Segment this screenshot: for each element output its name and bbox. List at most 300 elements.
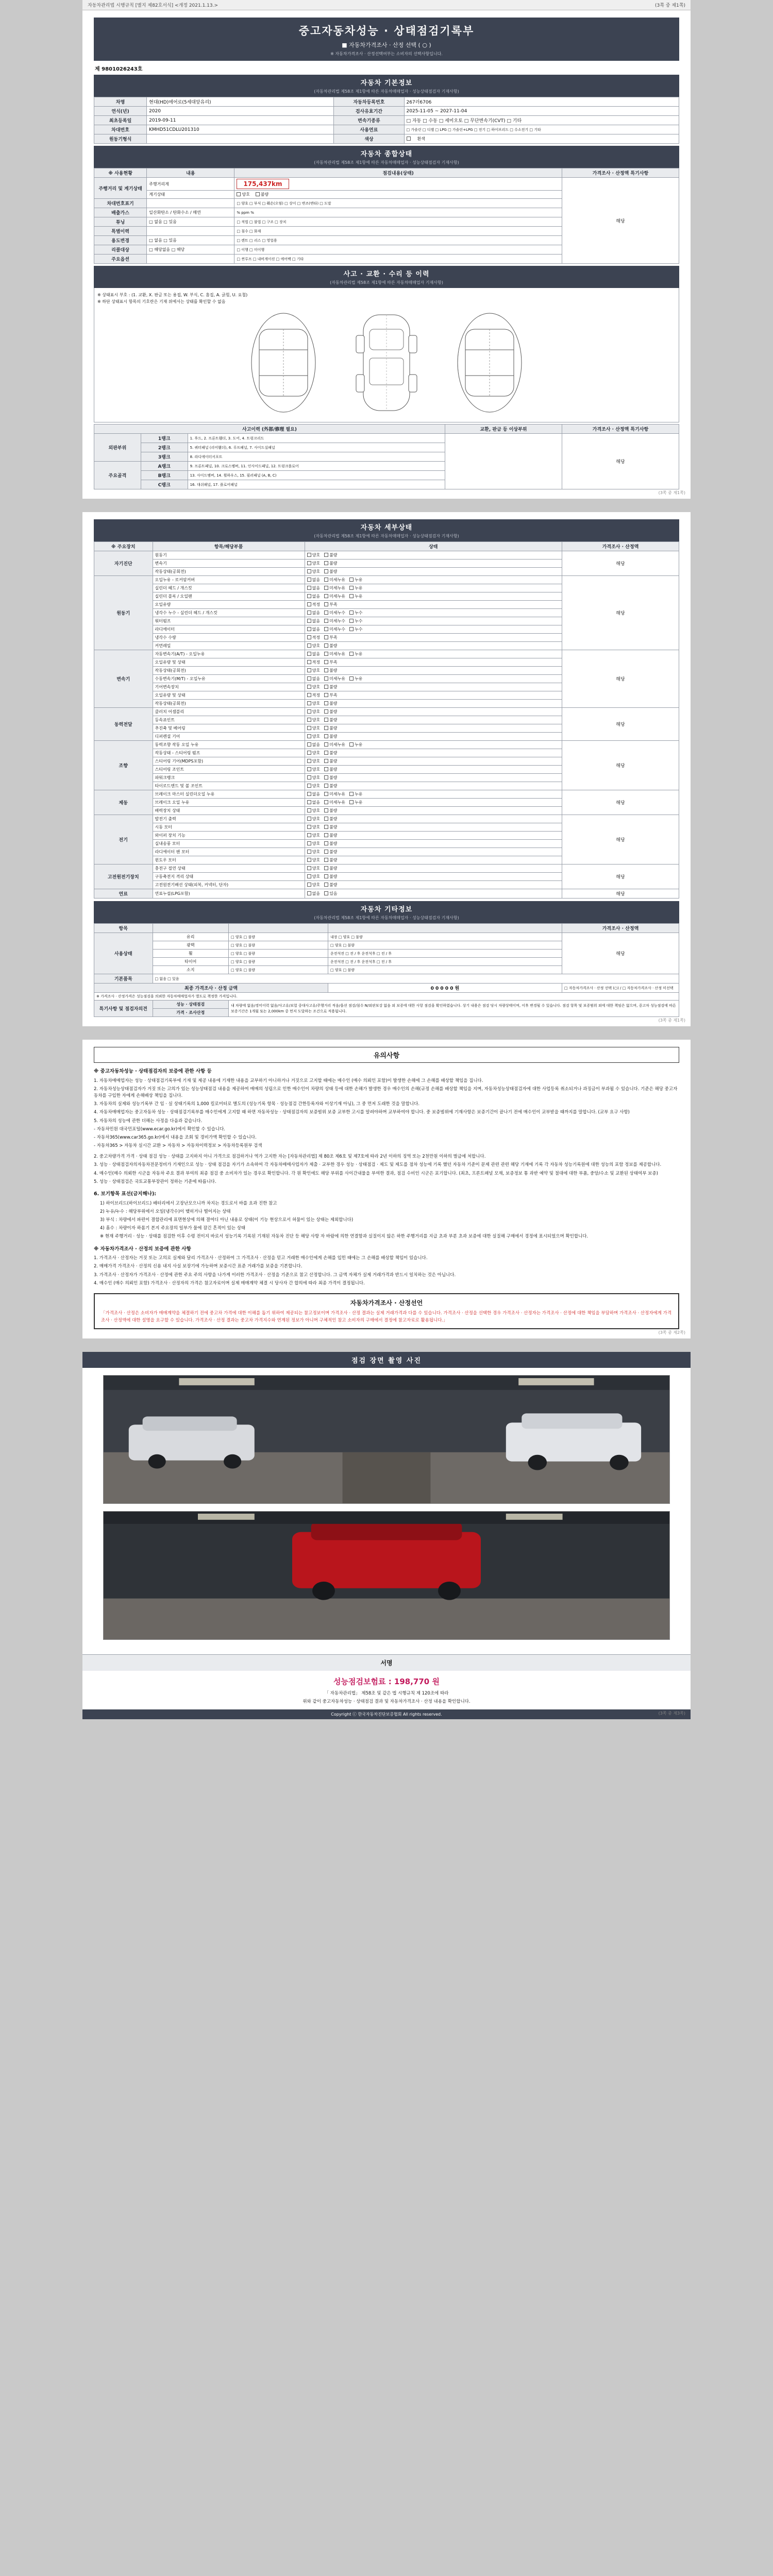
checkbox-option[interactable] <box>307 668 320 673</box>
checkbox-icon[interactable] <box>349 652 354 656</box>
checkbox-icon[interactable] <box>307 586 311 590</box>
checkbox-option[interactable] <box>307 882 320 888</box>
document-subtitle: ■ 자동차가격조사 · 산정 선택 ( ○ ) <box>342 42 431 48</box>
checkbox-icon[interactable] <box>307 742 311 747</box>
detail-group-note: 해당 <box>562 650 679 708</box>
checkbox-option[interactable] <box>324 767 337 772</box>
checkbox-option[interactable] <box>307 857 320 863</box>
detail-group-note: 해당 <box>562 551 679 576</box>
checkbox-icon[interactable] <box>324 578 328 582</box>
checkbox-option[interactable] <box>307 610 320 616</box>
checkbox-icon[interactable] <box>307 759 311 763</box>
checkbox-icon[interactable] <box>324 734 328 738</box>
checkbox-icon[interactable] <box>324 701 328 705</box>
checkbox-icon[interactable] <box>324 569 328 573</box>
other-row-misc-extra: □ 양호 □ 불량 <box>328 966 562 974</box>
checkbox-option[interactable] <box>307 561 320 566</box>
checkbox-label: 누유 <box>354 652 363 656</box>
checkbox-icon[interactable] <box>349 611 354 615</box>
checkbox-option[interactable] <box>307 734 320 739</box>
notice-sec1-head: ※ 중고자동차성능 · 상태점검자의 보증에 관한 사항 등 <box>94 1069 212 1074</box>
checkbox-icon[interactable] <box>324 775 328 779</box>
checkbox-label: 미세누유 <box>329 676 345 681</box>
checkbox-option[interactable] <box>307 816 320 822</box>
checkbox-option[interactable] <box>307 635 320 640</box>
detail-item-options <box>305 840 562 848</box>
row-label-mileage: 주행거리 및 계기상태 <box>94 178 147 199</box>
checkbox-icon[interactable] <box>324 627 328 631</box>
checkbox-icon[interactable] <box>307 660 311 664</box>
checkbox-option[interactable] <box>307 709 320 715</box>
checkbox-option[interactable] <box>324 668 337 673</box>
checkbox-label: 없음 <box>312 676 321 681</box>
other-row-polish-state: □ 양호 □ 불량 <box>229 941 328 950</box>
checkbox-option[interactable] <box>307 585 320 591</box>
gauge-opt-bad[interactable]: 불량 <box>256 192 268 197</box>
checkbox-icon[interactable] <box>307 866 311 870</box>
detail-group-note: 해당 <box>562 865 679 889</box>
detail-item-label: 작동상태(공회전) <box>153 700 305 708</box>
checkbox-option[interactable] <box>307 676 320 682</box>
notice-sec4-list <box>94 1255 679 1287</box>
checkbox-icon[interactable] <box>307 718 311 722</box>
checkbox-label: 부족 <box>329 602 338 607</box>
checkbox-icon[interactable] <box>324 850 328 854</box>
checkbox-option[interactable] <box>324 561 337 566</box>
checkbox-option[interactable] <box>307 684 320 690</box>
checkbox-option[interactable] <box>307 701 320 706</box>
checkbox-label: 적정 <box>312 660 321 665</box>
checkbox-icon[interactable] <box>307 858 311 862</box>
checkbox-option[interactable] <box>307 758 320 764</box>
checkbox-icon[interactable] <box>307 619 311 623</box>
detail-item-options <box>305 823 562 832</box>
label-transmission: 변속기종류 <box>334 116 404 125</box>
checkbox-label: 불량 <box>329 734 338 739</box>
checkbox-option[interactable] <box>307 783 320 789</box>
checkbox-icon[interactable] <box>324 668 328 672</box>
detail-item-label: 발전기 출력 <box>153 815 305 823</box>
page4-corner: (3쪽 중 제3쪽) <box>658 1711 685 1716</box>
checkbox-option[interactable] <box>324 800 345 805</box>
checkbox-option[interactable] <box>349 651 362 657</box>
label-color: 색상 <box>334 134 404 144</box>
checkbox-option[interactable] <box>307 651 320 657</box>
detail-row <box>94 815 679 823</box>
checkbox-icon[interactable] <box>324 643 328 648</box>
checkbox-option[interactable] <box>324 849 337 855</box>
color-opt-achromatic[interactable] <box>407 137 412 141</box>
checkbox-icon[interactable] <box>324 759 328 763</box>
checkbox-icon[interactable] <box>324 874 328 878</box>
checkbox-option[interactable] <box>324 816 337 822</box>
gauge-opt-good[interactable]: 양호 <box>237 192 249 197</box>
detail-item-label: 타이로드엔드 및 볼 조인트 <box>153 782 305 790</box>
detail-item-label: 스티어링 조인트 <box>153 766 305 774</box>
detail-item-options <box>305 625 562 634</box>
checkbox-label: 불량 <box>329 643 338 648</box>
detail-group-note: 해당 <box>562 741 679 790</box>
checkbox-label: 불량 <box>329 709 338 714</box>
checkbox-label: 불량 <box>329 784 338 788</box>
overall-col-3: 점검내용(상태) <box>234 168 562 178</box>
checkbox-icon[interactable] <box>307 874 311 878</box>
checkbox-icon[interactable] <box>307 676 311 681</box>
checkbox-icon[interactable] <box>324 709 328 714</box>
notice-paragraph: 2) 누유/누수 : 해당부위에서 오일(냉각수)이 맺히거나 떨어지는 상태 <box>100 1209 231 1214</box>
checkbox-icon[interactable] <box>324 751 328 755</box>
checkbox-option[interactable] <box>324 618 345 624</box>
checkbox-option[interactable] <box>349 594 362 599</box>
notice-sec3-head: 6. 보기항목 표선(금지해나): <box>94 1191 157 1197</box>
checkbox-option[interactable] <box>307 692 320 698</box>
checkbox-option[interactable] <box>307 643 320 649</box>
notice-paragraph: 5. 성능 · 상태점검은 국토교통부장관이 정하는 기준에 따릅니다. <box>94 1179 216 1184</box>
checkbox-icon[interactable] <box>324 660 328 664</box>
checkbox-option[interactable] <box>307 577 320 583</box>
checkbox-label: 누유 <box>354 742 363 747</box>
checkbox-option[interactable] <box>307 841 320 846</box>
detail-item-options <box>305 807 562 815</box>
detail-item-options <box>305 642 562 650</box>
checkbox-icon[interactable] <box>324 594 328 598</box>
checkbox-icon[interactable] <box>349 627 354 631</box>
checkbox-icon[interactable] <box>324 858 328 862</box>
checkbox-icon[interactable] <box>307 693 311 697</box>
checkbox-option[interactable] <box>349 610 362 616</box>
checkbox-option[interactable] <box>307 866 320 871</box>
checkbox-icon[interactable] <box>307 652 311 656</box>
checkbox-icon[interactable] <box>307 767 311 771</box>
special-options: □ 침수 □ 화재 <box>234 227 562 236</box>
notice-paragraph: 2. 자동차성능상태점검자가 거짓 또는 고의가 있는 성능상태점검 내용을 제공하여 매매의 성립으로 인한 매수인이 차량의 상태 등에 대한 손해가 발생한 경우 매수인의 손해(규정 손해를 배상할 책임을 지며, 자동차성능상태점검자에 대한 사업등록 취소되거나 과징금이 부과될 수 있습니다. 기준은 해당 중고자동차를 구입한 자에게 손해배상 책임을 집니다. <box>94 1086 678 1099</box>
detail-item-label: 실린더 헤드 / 개스킷 <box>153 584 305 592</box>
checkbox-option[interactable] <box>307 800 320 805</box>
checkbox-option[interactable] <box>324 866 337 871</box>
checkbox-icon[interactable] <box>307 668 311 672</box>
accident-subheader: (자동차관리법 제58조 제1항에 따른 자동차매매업자 기재사항) <box>94 280 679 288</box>
checkbox-label: 있음 <box>329 891 338 896</box>
usechange-options: □ 렌트 □ 리스 □ 영업용 <box>234 236 562 245</box>
value-engine-type <box>147 134 334 144</box>
checkbox-icon[interactable] <box>307 701 311 705</box>
checkbox-option[interactable] <box>324 602 337 607</box>
checkbox-label: 미세누유 <box>329 578 345 582</box>
detail-group-6: 전기 <box>94 815 153 865</box>
checkbox-icon[interactable] <box>324 611 328 615</box>
panel-damage-cell <box>445 434 562 489</box>
vin-options: □ 양호 □ 부식 □ 훼손(오염) □ 상이 □ 변조(변타) □ 도말 <box>234 199 562 208</box>
checkbox-icon[interactable] <box>307 817 311 821</box>
checkbox-option[interactable] <box>324 758 337 764</box>
price-value: 0 0 0 0 0 원 <box>328 984 562 993</box>
rank-3-parts: 8. 라디에이터서포트 <box>188 452 445 462</box>
checkbox-label: 없음 <box>312 792 321 796</box>
checkbox-icon[interactable] <box>324 742 328 747</box>
checkbox-icon[interactable] <box>307 850 311 854</box>
signature-label: 서명 <box>82 1654 691 1671</box>
gauge-options <box>234 191 562 199</box>
checkbox-option[interactable] <box>307 569 320 574</box>
checkbox-icon[interactable] <box>324 883 328 887</box>
checkbox-option[interactable] <box>324 717 337 723</box>
checkbox-option[interactable] <box>349 791 362 797</box>
checkbox-icon[interactable] <box>324 685 328 689</box>
checkbox-icon[interactable] <box>324 635 328 639</box>
checkbox-label: 누유 <box>354 594 363 599</box>
checkbox-icon[interactable] <box>349 792 354 796</box>
checkbox-option[interactable] <box>307 742 320 748</box>
checkbox-icon[interactable] <box>324 553 328 557</box>
checkbox-icon[interactable] <box>307 602 311 606</box>
checkbox-option[interactable] <box>324 585 345 591</box>
checkbox-icon[interactable] <box>324 718 328 722</box>
checkbox-option[interactable] <box>324 891 337 896</box>
page-1 <box>82 0 691 499</box>
detail-item-options <box>305 650 562 658</box>
detail-item-options <box>305 691 562 700</box>
checkbox-icon[interactable] <box>324 784 328 788</box>
checkbox-option[interactable] <box>324 635 337 640</box>
checkbox-icon[interactable] <box>307 594 311 598</box>
checkbox-label: 불량 <box>329 569 338 574</box>
checkbox-label: 불량 <box>329 817 338 821</box>
checkbox-option[interactable] <box>324 725 337 731</box>
checkbox-option[interactable] <box>324 783 337 789</box>
detail-row <box>94 889 679 899</box>
checkbox-icon[interactable] <box>349 676 354 681</box>
checkbox-icon[interactable] <box>349 578 354 582</box>
checkbox-option[interactable] <box>349 742 362 748</box>
checkbox-option[interactable] <box>324 643 337 649</box>
checkbox-icon[interactable] <box>324 693 328 697</box>
checkbox-option[interactable] <box>324 701 337 706</box>
value-year: 2020 <box>147 107 334 116</box>
checkbox-option[interactable] <box>324 857 337 863</box>
notice-paragraph: 2. 매매가격 가격조사 · 산정의 신용 내지 사실 보장기에 가능하며 보증시간 표준 거래가를 보증을 기본합니다. <box>94 1264 303 1269</box>
checkbox-icon[interactable] <box>324 676 328 681</box>
checkbox-option[interactable] <box>307 824 320 830</box>
checkbox-option[interactable] <box>349 800 362 805</box>
checkbox-icon[interactable] <box>307 800 311 804</box>
checkbox-option[interactable] <box>324 734 337 739</box>
checkbox-icon[interactable] <box>307 553 311 557</box>
checkbox-option[interactable] <box>324 841 337 846</box>
checkbox-icon[interactable] <box>324 841 328 845</box>
checkbox-icon[interactable] <box>349 594 354 598</box>
checkbox-option[interactable] <box>324 552 337 558</box>
checkbox-icon[interactable] <box>324 652 328 656</box>
detail-col-2: 항목/해당부품 <box>153 542 305 551</box>
pledge-box <box>94 1293 679 1329</box>
notice-paragraph: - 자동차365 > 자동차 실시간 교환 > 자동차 > 자동차이력정보 > 자동차등록원부 검색 <box>94 1143 262 1149</box>
checkbox-icon[interactable] <box>307 825 311 829</box>
checkbox-option[interactable] <box>307 767 320 772</box>
checkbox-option[interactable] <box>307 833 320 838</box>
checkbox-label: 미세누유 <box>329 586 345 590</box>
checkbox-icon[interactable] <box>307 709 311 714</box>
checkbox-icon[interactable] <box>324 767 328 771</box>
checkbox-option[interactable] <box>307 594 320 599</box>
detail-item-options <box>305 551 562 560</box>
checkbox-icon[interactable] <box>349 619 354 623</box>
checkbox-option[interactable] <box>307 775 320 781</box>
checkbox-icon[interactable] <box>324 619 328 623</box>
checkbox-option[interactable] <box>324 610 345 616</box>
checkbox-label: 미세누수 <box>329 619 345 623</box>
checkbox-icon[interactable] <box>307 578 311 582</box>
checkbox-option[interactable] <box>349 676 362 682</box>
checkbox-label: 없음 <box>312 578 321 582</box>
detail-group-5: 제동 <box>94 790 153 815</box>
checkbox-option[interactable] <box>307 626 320 632</box>
checkbox-option[interactable] <box>307 808 320 814</box>
checkbox-option[interactable] <box>324 833 337 838</box>
checkbox-option[interactable] <box>349 618 362 624</box>
checkbox-option[interactable] <box>324 750 337 756</box>
checkbox-label: 누유 <box>354 676 363 681</box>
checkbox-icon[interactable] <box>307 643 311 648</box>
detail-group-note: 해당 <box>562 889 679 899</box>
other-col-1: 항목 <box>94 924 153 933</box>
checkbox-option[interactable] <box>307 659 320 665</box>
other-side-label: 사용상태 <box>94 933 153 974</box>
checkbox-option[interactable] <box>324 692 337 698</box>
checkbox-option[interactable] <box>324 659 337 665</box>
checkbox-icon[interactable] <box>307 726 311 730</box>
checkbox-option[interactable] <box>324 577 345 583</box>
checkbox-icon[interactable] <box>349 800 354 804</box>
checkbox-option[interactable] <box>324 684 337 690</box>
detail-item-label: 파워크랭크 <box>153 774 305 782</box>
row-sub-usechange: □ 없음 □ 있음 <box>147 236 234 245</box>
checkbox-option[interactable] <box>324 791 345 797</box>
checkbox-icon[interactable] <box>307 792 311 796</box>
checkbox-icon[interactable] <box>349 742 354 747</box>
checkbox-icon[interactable] <box>307 561 311 565</box>
checkbox-icon[interactable] <box>324 586 328 590</box>
price-note: ※ 가격조사 · 산정가격은 성능점검을 의뢰한 자동차매매업자가 별도로 책정한 가격입니다. <box>94 993 679 1001</box>
label-first-reg: 최초등록일 <box>94 116 147 125</box>
checkbox-option[interactable] <box>307 725 320 731</box>
detail-item-options <box>305 873 562 881</box>
checkbox-option[interactable] <box>324 775 337 781</box>
checkbox-icon[interactable] <box>324 602 328 606</box>
checkbox-option[interactable] <box>307 891 320 896</box>
checkbox-icon[interactable] <box>307 685 311 689</box>
checkbox-option[interactable] <box>324 882 337 888</box>
label-fuel: 사용연료 <box>334 125 404 134</box>
checkbox-option[interactable] <box>324 651 345 657</box>
checkbox-option[interactable] <box>324 808 337 814</box>
row-label-emission: 배출가스 <box>94 208 147 217</box>
row-sub-tuning: □ 없음 □ 있음 <box>147 217 234 227</box>
checkbox-option[interactable] <box>307 618 320 624</box>
basic-info-table <box>94 97 679 144</box>
checkbox-icon[interactable] <box>324 891 328 895</box>
detail-item-options <box>305 856 562 865</box>
detail-item-options <box>305 700 562 708</box>
checkbox-icon[interactable] <box>307 627 311 631</box>
checkbox-icon[interactable] <box>324 726 328 730</box>
checkbox-option[interactable] <box>307 552 320 558</box>
checkbox-option[interactable] <box>324 676 345 682</box>
detail-item-options <box>305 733 562 741</box>
checkbox-icon[interactable] <box>349 586 354 590</box>
checkbox-icon[interactable] <box>324 866 328 870</box>
checkbox-icon[interactable] <box>307 833 311 837</box>
checkbox-option[interactable] <box>307 791 320 797</box>
checkbox-icon[interactable] <box>307 611 311 615</box>
checkbox-icon[interactable] <box>307 734 311 738</box>
detail-item-options <box>305 617 562 625</box>
checkbox-option[interactable] <box>307 602 320 607</box>
checkbox-option[interactable] <box>307 849 320 855</box>
row-label-tuning: 튜닝 <box>94 217 147 227</box>
checkbox-icon[interactable] <box>324 800 328 804</box>
basic-item-value: □ 없음 □ 있음 <box>153 974 679 984</box>
detail-item-label: 워터펌프 <box>153 617 305 625</box>
detail-item-label: 실린더 블록 / 오일팬 <box>153 592 305 601</box>
checkbox-option[interactable] <box>324 626 345 632</box>
checkbox-option[interactable] <box>349 626 362 632</box>
checkbox-icon[interactable] <box>307 891 311 895</box>
value-plate-no: 267러6706 <box>404 97 679 107</box>
checkbox-icon[interactable] <box>307 808 311 812</box>
checkbox-icon[interactable] <box>307 751 311 755</box>
detail-item-options <box>305 708 562 716</box>
checkbox-icon[interactable] <box>307 775 311 779</box>
checkbox-icon[interactable] <box>324 561 328 565</box>
checkbox-icon[interactable] <box>307 635 311 639</box>
inspection-photo-1 <box>103 1375 670 1504</box>
checkbox-option[interactable] <box>307 874 320 879</box>
value-vin: KMHD51CDLU201310 <box>147 125 334 134</box>
checkbox-option[interactable] <box>324 569 337 574</box>
checkbox-option[interactable] <box>307 750 320 756</box>
checkbox-icon[interactable] <box>307 841 311 845</box>
checkbox-option[interactable] <box>324 709 337 715</box>
checkbox-option[interactable] <box>349 585 362 591</box>
checkbox-label: 부족 <box>329 693 338 698</box>
checkbox-icon[interactable] <box>307 569 311 573</box>
checkbox-option[interactable] <box>324 824 337 830</box>
detail-row <box>94 741 679 749</box>
checkbox-option[interactable] <box>324 874 337 879</box>
row-sub-recall: □ 해당없음 □ 해당 <box>147 245 234 255</box>
checkbox-option[interactable] <box>324 742 345 748</box>
detail-item-label: 변속기 <box>153 560 305 568</box>
checkbox-icon[interactable] <box>307 784 311 788</box>
checkbox-option[interactable] <box>349 577 362 583</box>
detail-item-options <box>305 741 562 749</box>
checkbox-icon[interactable] <box>324 817 328 821</box>
detail-group-note: 해당 <box>562 708 679 741</box>
remarks-label: 특기사항 및 점검자의견 <box>94 1001 153 1017</box>
checkbox-icon[interactable] <box>324 833 328 837</box>
notice-paragraph: 4. 자동차매매업자는 중고자동차 성능 · 상태점검기록부를 매수인에게 고지할 때 하면 자동차성능 · 상태점검자의 보증범위 보증 교부한 고시를 알려야하며 교부하여야 합니다. 중 보증범위에 기재사항은 보증기간이 끝나기 전에 매수인이 교부받을 때까지를 말합니다. (교부 요구 사항) <box>94 1110 630 1115</box>
checkbox-label: 불량 <box>329 561 338 566</box>
checkbox-option[interactable] <box>324 594 345 599</box>
checkbox-label: 누유 <box>354 586 363 590</box>
checkbox-icon[interactable] <box>307 883 311 887</box>
checkbox-icon[interactable] <box>324 825 328 829</box>
checkbox-option[interactable] <box>307 717 320 723</box>
other-row-tire-pos: 운전석전 □ 전 / 후 운전석후 □ 전 / 후 <box>328 958 562 966</box>
checkbox-icon[interactable] <box>324 792 328 796</box>
label-vin: 차대번호 <box>94 125 147 134</box>
checkbox-icon[interactable] <box>324 808 328 812</box>
